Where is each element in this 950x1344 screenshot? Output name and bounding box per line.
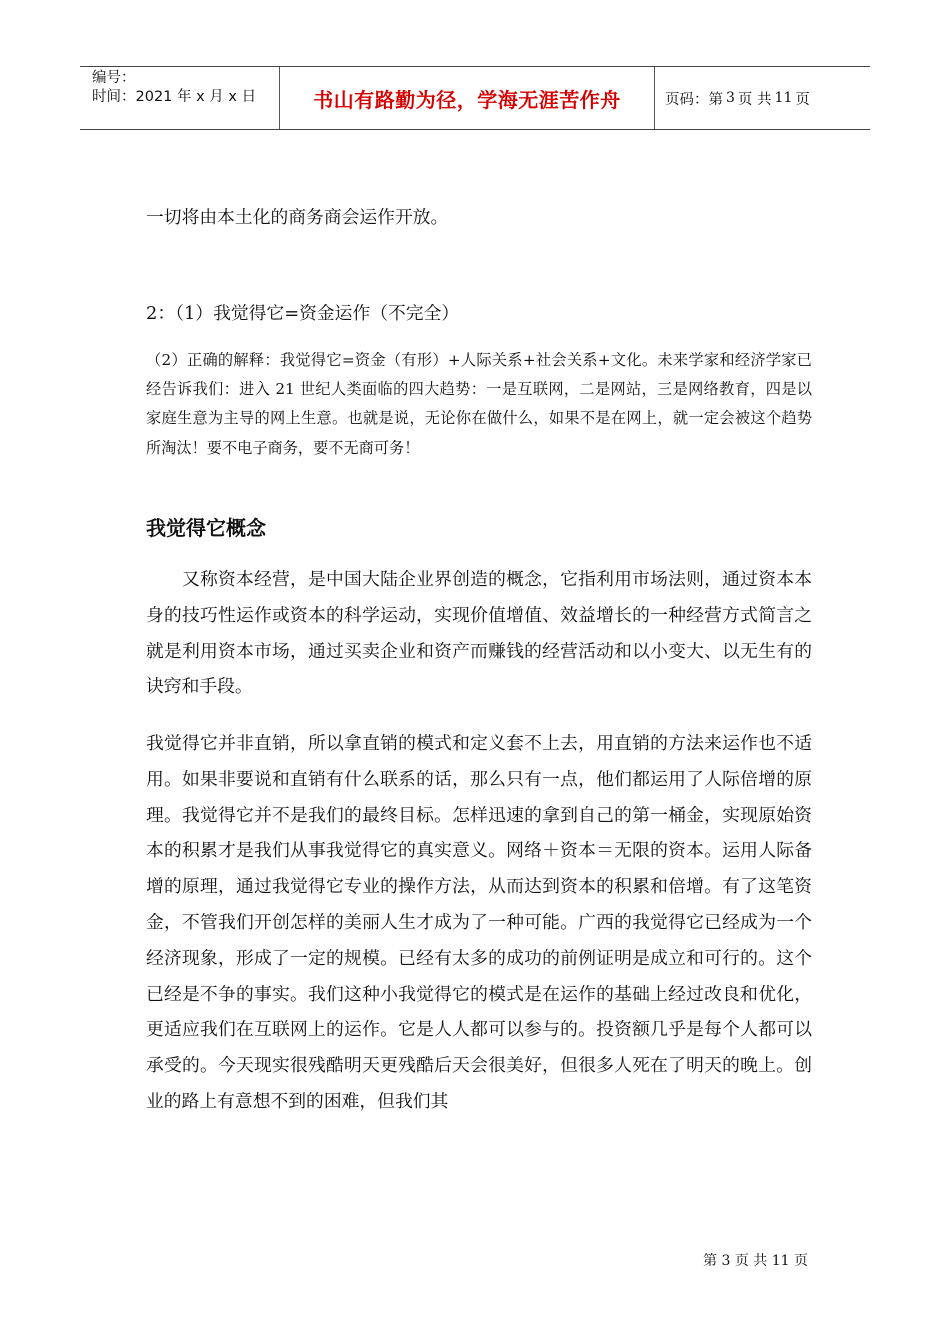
page-suffix: 页 xyxy=(795,91,810,108)
page-prefix: 页码：第 xyxy=(665,91,723,108)
concept-paragraph: 又称资本经营，是中国大陆企业界创造的概念，它指利用市场法则，通过资本本身的技巧性运作或资本的科学运动，实现价值增值、效益增长的一种经营方式简言之就是利用资本市场，通过买卖企业和资产而赚钱的经营活动和以小变大、以无生有的诀窍和手段。 xyxy=(146,569,812,698)
page-current: 3 xyxy=(726,90,735,106)
page-total: 11 xyxy=(774,90,793,106)
page-header xyxy=(80,66,870,130)
intro-line: 一切将由本土化的商务商会运作开放。 xyxy=(146,207,449,228)
main-paragraph: 我觉得它并非直销，所以拿直销的模式和定义套不上去，用直销的方法来运作也不适用。如果非要说和直销有什么联系的话，那么只有一点，他们都运用了人际倍增的原理。我觉得它并不是我们的最终目标。怎样迅速的拿到自己的第一桶金，实现原始资本的积累才是我们从事我觉得它的真实意义。网络＋资本＝无限的资本。运用人际备增的原理，通过我觉得它专业的操作方法，从而达到资本的积累和倍增。有了这笔资金，不管我们开创怎样的美丽人生才成为了一种可能。广西的我觉得它已经成为一个经济现象，形成了一定的规模。已经有太多的成功的前例证明是成立和可行的。这个已经是不争的事实。我们这种小我觉得它的模式是在运作的基础上经过改良和优化，更适应我们在互联网上的运作。它是人人都可以参与的。投资额几乎是每个人都可以承受的。今天现实很残酷明天更残酷后天会很美好，但很多人死在了明天的晚上。创业的路上有意想不到的困难，但我们其 xyxy=(146,733,812,1112)
item2-line: 2：（1）我觉得它=资金运作（不完全） xyxy=(146,303,460,324)
date-label: 时间：2021 年 x 月 x 日 xyxy=(92,89,257,105)
section-heading: 我觉得它概念 xyxy=(146,516,266,540)
header-motto: 书山有路勤为径，学海无涯苦作舟 xyxy=(280,67,655,129)
header-page-info xyxy=(655,67,870,129)
page-mid: 页 共 xyxy=(737,91,772,108)
number-label: 编号： xyxy=(92,70,136,86)
header-meta xyxy=(80,67,280,129)
page-footer: 第 3 页 共 11 页 xyxy=(703,1253,808,1269)
item2-explanation: （2）正确的解释：我觉得它=资金（有形）+人际关系+社会关系+文化。未来学家和经济学家已经告诉我们：进入 21 世纪人类面临的四大趋势：一是互联网，二是网站，三是网络教育，四是以家庭生意为主导的网上生意。也就是说，无论你在做什么，如果不是在网上，就一定会被这个趋势所淘汰！要不电子商务，要不无商可务！ xyxy=(146,351,812,457)
